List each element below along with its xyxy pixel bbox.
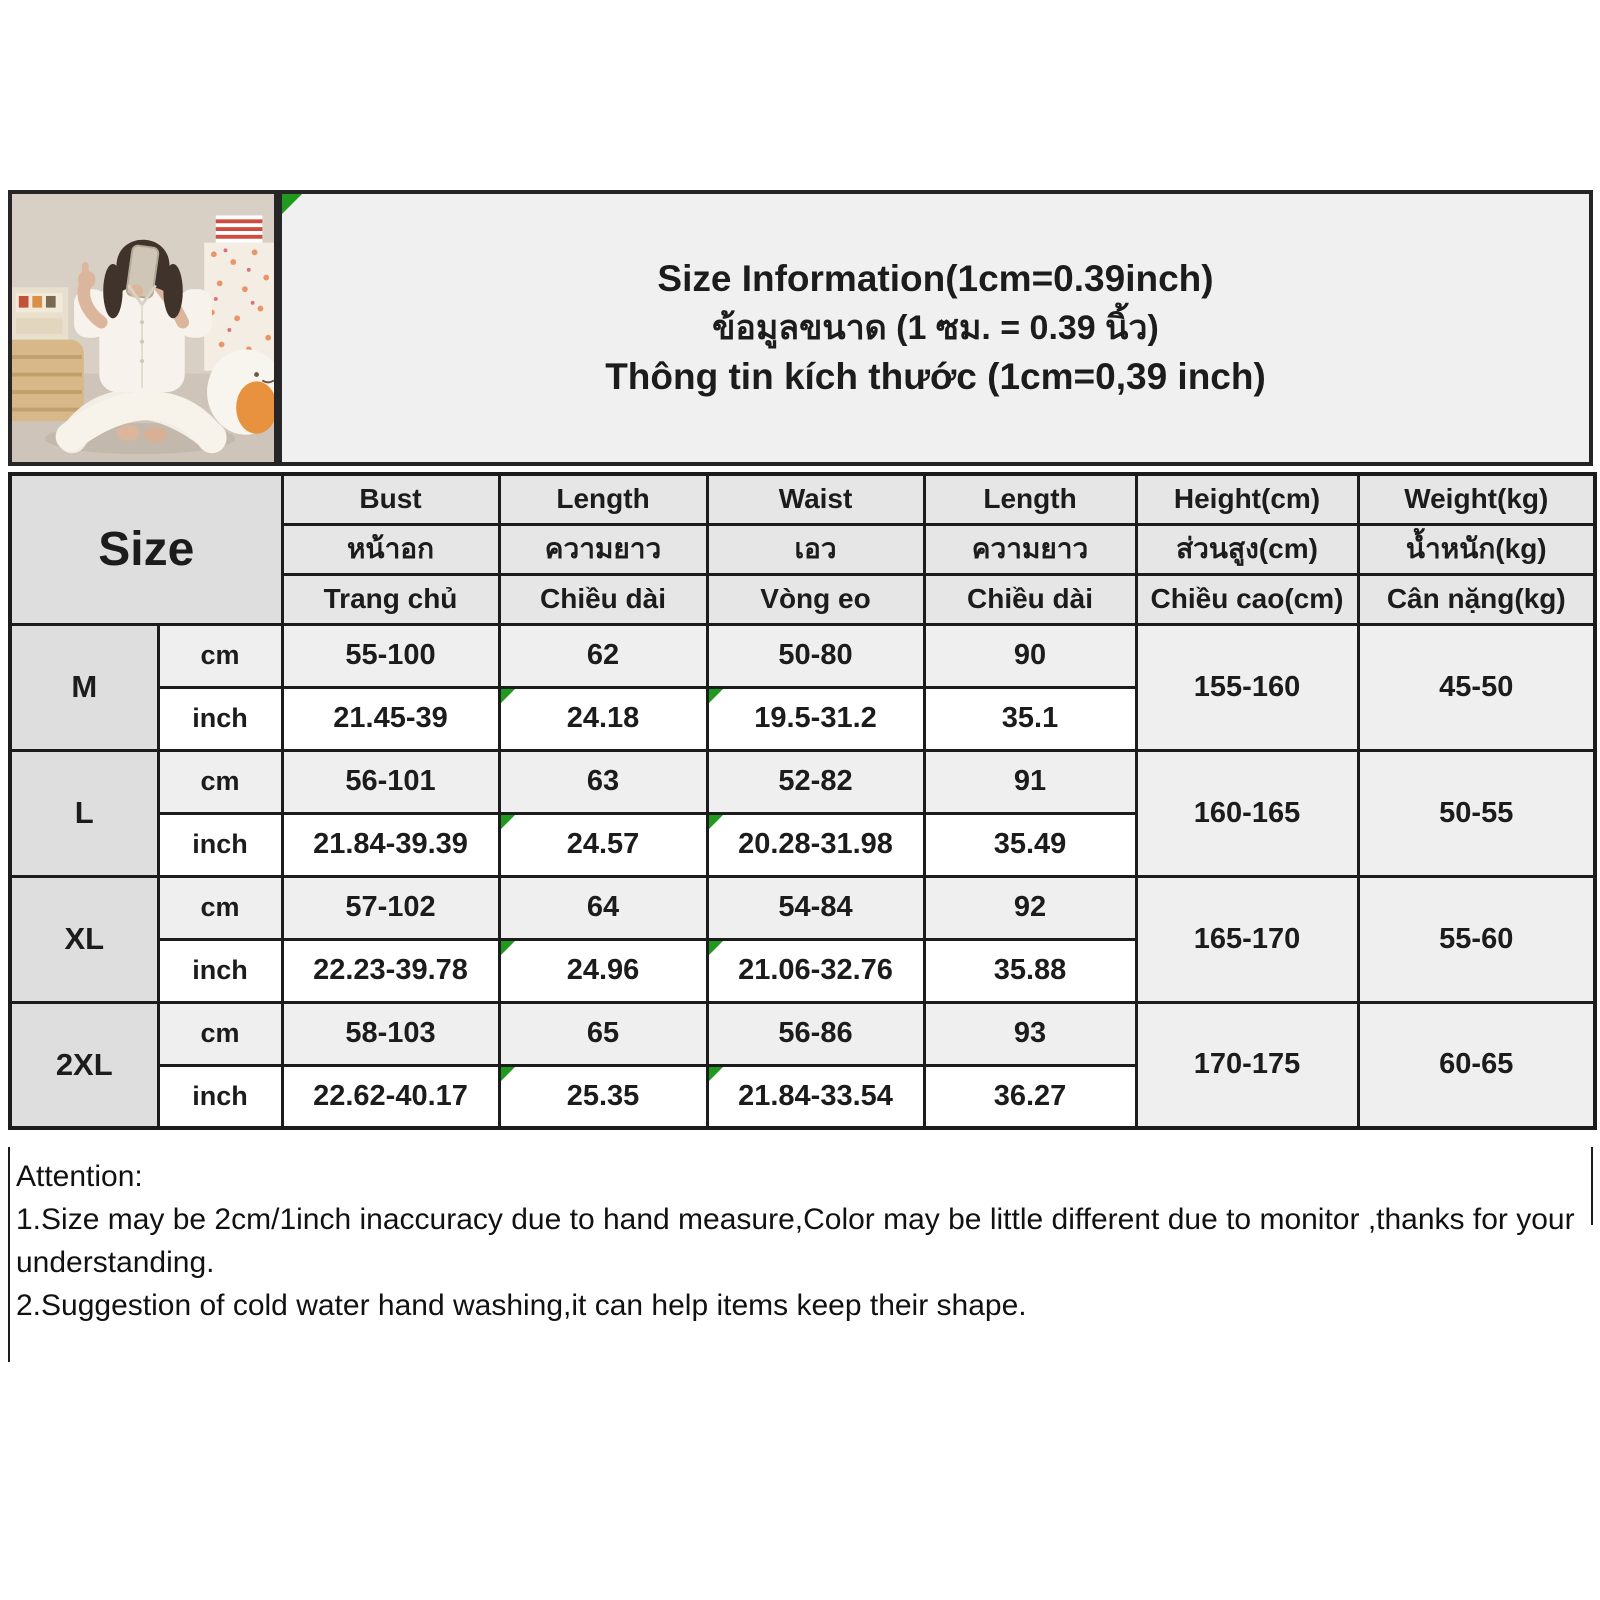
title-english: Size Information(1cm=0.39inch) [657, 258, 1214, 299]
col-length2-th: ความยาว [924, 524, 1136, 574]
unit-cm: cm [158, 750, 282, 813]
m-height: 155-160 [1136, 624, 1358, 750]
unit-cm: cm [158, 624, 282, 687]
2xl-weight: 60-65 [1358, 1002, 1595, 1128]
header-row-english [10, 474, 1595, 524]
attention-heading: Attention: [16, 1160, 143, 1193]
l-length2-inch: 35.49 [924, 813, 1136, 876]
2xl-height: 170-175 [1136, 1002, 1358, 1128]
size-m-label: M [10, 624, 158, 750]
col-length2-vi: Chiều dài [924, 574, 1136, 624]
col-bust-en: Bust [282, 474, 499, 524]
col-bust-th: หน้าอก [282, 524, 499, 574]
comment-marker-icon [501, 941, 515, 955]
xl-length2-inch: 35.88 [924, 939, 1136, 1002]
size-xl-label: XL [10, 876, 158, 1002]
col-length-vi: Chiều dài [499, 574, 707, 624]
size-column-header: Size [10, 474, 282, 624]
comment-marker-icon [709, 815, 723, 829]
unit-inch: inch [158, 1065, 282, 1128]
col-length-en: Length [499, 474, 707, 524]
l-length2-cm: 91 [924, 750, 1136, 813]
m-length2-inch: 35.1 [924, 687, 1136, 750]
title-thai: ข้อมูลขนาด (1 ซม. = 0.39 นิ้ว) [712, 309, 1159, 347]
comment-marker-icon [501, 815, 515, 829]
2xl-bust-cm: 58-103 [282, 1002, 499, 1065]
unit-cm: cm [158, 1002, 282, 1065]
size-table [8, 472, 1597, 1130]
2xl-length2-cm: 93 [924, 1002, 1136, 1065]
product-photo [8, 190, 278, 466]
size-l-label: L [10, 750, 158, 876]
m-bust-cm: 55-100 [282, 624, 499, 687]
m-length-inch: 24.18 [499, 687, 707, 750]
attention-note [8, 1147, 1588, 1362]
pajama-model-illustration [12, 194, 274, 462]
l-bust-inch: 21.84-39.39 [282, 813, 499, 876]
col-waist-th: เอว [707, 524, 924, 574]
row-2xl-cm [10, 1002, 1595, 1065]
m-weight: 45-50 [1358, 624, 1595, 750]
xl-length2-cm: 92 [924, 876, 1136, 939]
l-height: 160-165 [1136, 750, 1358, 876]
l-weight: 50-55 [1358, 750, 1595, 876]
col-weight-vi: Cân nặng(kg) [1358, 574, 1595, 624]
comment-marker-icon [709, 689, 723, 703]
comment-marker-icon [709, 941, 723, 955]
comment-marker-icon [709, 1067, 723, 1081]
m-bust-inch: 21.45-39 [282, 687, 499, 750]
row-l-cm [10, 750, 1595, 813]
col-bust-vi: Trang chủ [282, 574, 499, 624]
col-height-en: Height(cm) [1136, 474, 1358, 524]
attention-line-1: 1.Size may be 2cm/1inch inaccuracy due to hand measure,Color may be little different due to monitor ,thanks for your understanding. [16, 1203, 1575, 1279]
l-length-inch: 24.57 [499, 813, 707, 876]
attention-line-2: 2.Suggestion of cold water hand washing,it can help items keep their shape. [16, 1289, 1027, 1322]
m-waist-cm: 50-80 [707, 624, 924, 687]
l-bust-cm: 56-101 [282, 750, 499, 813]
comment-marker-icon [501, 1067, 515, 1081]
2xl-length-cm: 65 [499, 1002, 707, 1065]
xl-bust-inch: 22.23-39.78 [282, 939, 499, 1002]
unit-inch: inch [158, 939, 282, 1002]
title-vietnamese: Thông tin kích thước (1cm=0,39 inch) [605, 356, 1266, 397]
xl-length-cm: 64 [499, 876, 707, 939]
row-xl-cm [10, 876, 1595, 939]
xl-waist-inch: 21.06-32.76 [707, 939, 924, 1002]
comment-marker-icon [501, 689, 515, 703]
unit-inch: inch [158, 813, 282, 876]
table-right-edge-line [1591, 1147, 1593, 1225]
l-waist-inch: 20.28-31.98 [707, 813, 924, 876]
row-m-cm [10, 624, 1595, 687]
col-height-vi: Chiều cao(cm) [1136, 574, 1358, 624]
col-waist-vi: Vòng eo [707, 574, 924, 624]
unit-inch: inch [158, 687, 282, 750]
xl-length-inch: 24.96 [499, 939, 707, 1002]
xl-bust-cm: 57-102 [282, 876, 499, 939]
col-length-th: ความยาว [499, 524, 707, 574]
col-waist-en: Waist [707, 474, 924, 524]
col-weight-en: Weight(kg) [1358, 474, 1595, 524]
m-waist-inch: 19.5-31.2 [707, 687, 924, 750]
2xl-waist-inch: 21.84-33.54 [707, 1065, 924, 1128]
2xl-waist-cm: 56-86 [707, 1002, 924, 1065]
m-length2-cm: 90 [924, 624, 1136, 687]
l-length-cm: 63 [499, 750, 707, 813]
2xl-length-inch: 25.35 [499, 1065, 707, 1128]
m-length-cm: 62 [499, 624, 707, 687]
size-info-header [278, 190, 1593, 466]
2xl-bust-inch: 22.62-40.17 [282, 1065, 499, 1128]
size-2xl-label: 2XL [10, 1002, 158, 1128]
col-height-th: ส่วนสูง(cm) [1136, 524, 1358, 574]
col-weight-th: น้ำหนัก(kg) [1358, 524, 1595, 574]
col-length2-en: Length [924, 474, 1136, 524]
comment-marker-icon [282, 194, 302, 214]
xl-height: 165-170 [1136, 876, 1358, 1002]
xl-waist-cm: 54-84 [707, 876, 924, 939]
2xl-length2-inch: 36.27 [924, 1065, 1136, 1128]
xl-weight: 55-60 [1358, 876, 1595, 1002]
l-waist-cm: 52-82 [707, 750, 924, 813]
unit-cm: cm [158, 876, 282, 939]
